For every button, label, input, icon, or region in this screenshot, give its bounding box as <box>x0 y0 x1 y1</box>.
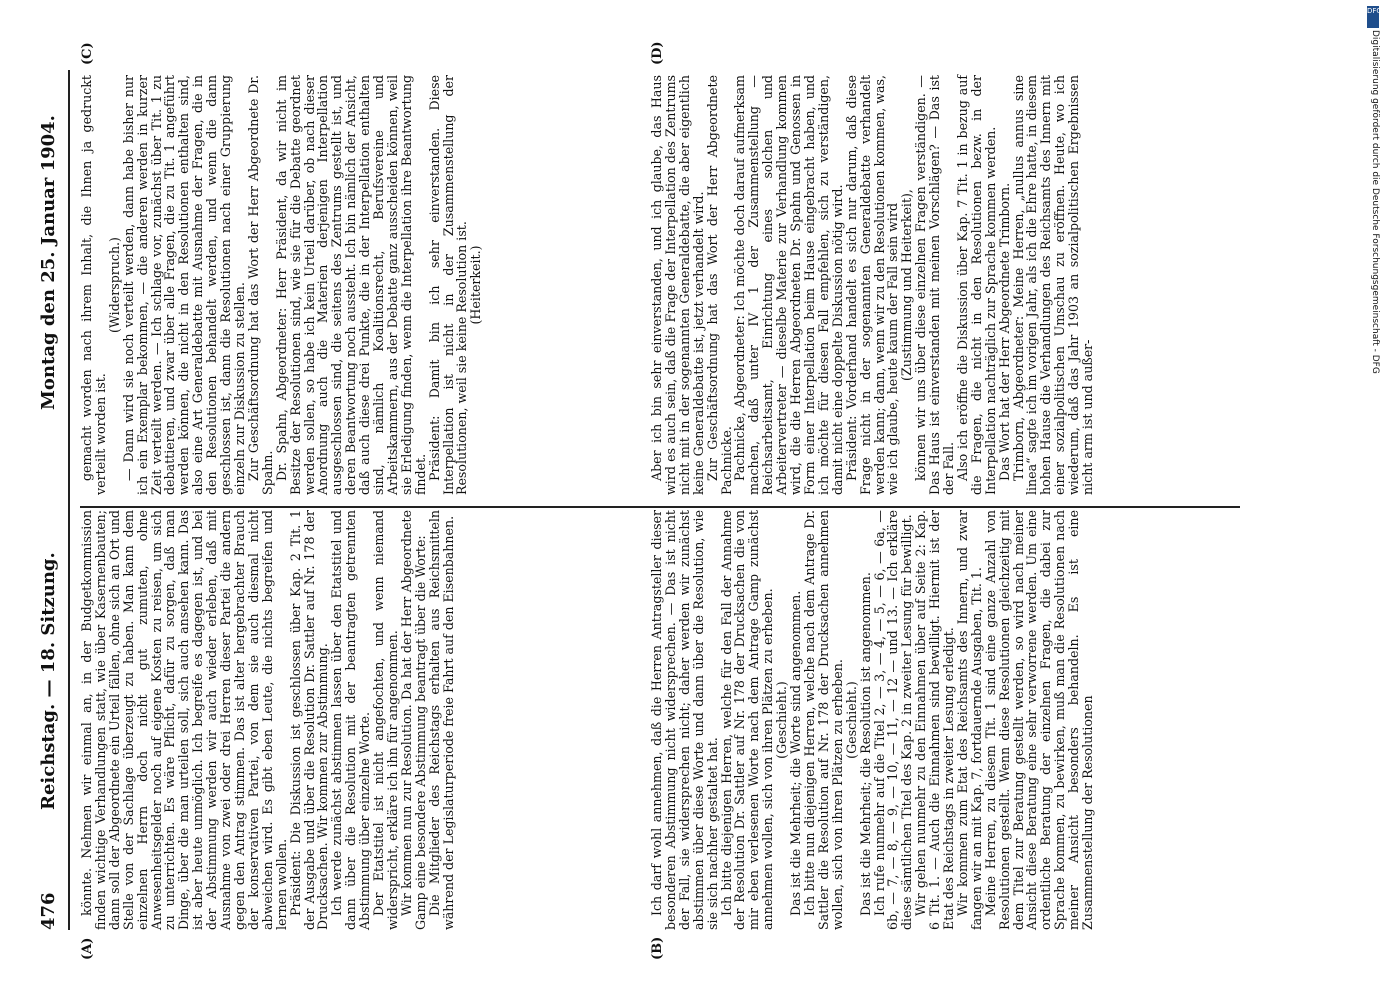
paragraph: Ich darf wohl annehmen, daß die Herren Antragsteller dieser besonderen Abstimmung nicht widersprechen. — Das ist nicht der Fall, sie widersprechen nicht; daher werden wir zunächst abstimmen über diese Worte und dann über die Resolution, wie sie sich nachher gestaltet hat. <box>649 510 720 930</box>
paragraph: Präsident: Damit bin ich sehr einverstanden. Diese Interpellation ist nicht in der Zusammenstellung der Resolutionen, weil sie keine Resolution ist. <box>426 75 470 495</box>
credit-text: Digitalisierung gefördert durch die Deutsche Forschungsgemeinschaft - DFG <box>1370 30 1380 374</box>
paragraph: Pachnicke, Abgeordneter: Ich möchte doch darauf aufmerksam machen, daß unter IV 1 der Zusammenstellung — Reichsarbeitsamt, Einrichtung eines solchen und Arbeitervertreter — dieselbe Materie zur Verhandlung kommen wird, die die Herren Abgeordneten Dr. Spahn und Genossen in Form einer Interpellation beim Hause eingebracht haben, und ich möchte für diesen Fall empfehlen, sich zu verständigen, damit nicht eine doppelte Diskussion nötig wird. <box>732 75 845 495</box>
margin-marker-d: (D) <box>650 41 665 65</box>
paragraph: Das ist die Mehrheit; die Worte sind angenommen. <box>788 590 804 916</box>
column-right-bottom <box>650 75 1200 495</box>
paragraph: Aber ich bin sehr einverstanden, und ich glaube, das Haus wird es auch sein, daß die Frage der Interpellation des Zentrums nicht mit in der sogenannten Generaldebatte, die aber eigentlich keine Generaldebatte ist, jetzt verhandelt wird. <box>649 75 706 495</box>
paragraph: können wir uns über diese einzelnen Fragen verständigen. — Das Haus ist einverstanden mit meinen Vorschlägen? — Das ist der Fall. <box>913 75 957 495</box>
paragraph: könnte. Nehmen wir einmal an, in der Budgetkommission finden wichtige Verhandlungen statt, wie über Kasernenbauten; dann soll der Abgeordnete ein Urteil fällen, ohne sich an Ort und Stelle von der Sachlage überzeugt zu haben. Man kann dem einzelnen Herrn doch nicht gut zumuten, ohne Anwesenheitsgelder noch auf eigene Kosten zu reisen, um sich zu unterrichten. Es wäre Pflicht, dafür zu sorgen, daß man Dinge, über die man urteilen soll, sich auch ansehen kann. Das ist aber heute unmöglich. Ich begreife es dagegen ist, und bei der Abstimmung werden wir auch wieder erleben, daß mit Ausnahme von zwei oder drei Herren dieser Partei die andern gegen den Antrag stimmen. Das ist alter hergebrachter Brauch der konservativen Partei, von dem sie auch diesmal nicht abweichen wird. Es gibt eben Leute, die nichts begreifen und lernen wollen. <box>79 510 289 930</box>
paragraph: (Heiterkeit.) <box>468 245 484 325</box>
paragraph: (Geschieht.) <box>843 681 859 759</box>
page-number: 476 <box>38 892 59 930</box>
paragraph: Wir gehen nunmehr zu den Einnahmen über auf Seite 2: Kap. 6 Tit. 1. — Auch die Einnahmen sind bewilligt. Hiermit ist der Etat des Reichstags in zweiter Lesung erledigt. <box>913 510 957 930</box>
paragraph: Trimborn, Abgeordneter: Meine Herren, „nullus annus sine linea“ sagte ich im vorigen Jahr, als ich die Ehre hatte, in diesem hohen Hause die Verhandlungen des Reichsamts des Innern mit einer sozialpolitischen Umschau zu eröffnen. Heute, wo ich wiederum, daß das Jahr 1903 an sozialpolitischen Ergebnissen nicht arm ist und außer- <box>1010 75 1096 495</box>
column-right-top <box>80 75 640 495</box>
paragraph: Zur Geschäftsordnung hat das Wort der Herr Abgeordnete Dr. Spahn. <box>245 75 275 495</box>
paragraph: Ich rufe nunmehr auf die Titel 2, — 3, — 4, — 5, — 6, — 6a, — 6b, — 7, — 8, — 9, — 10, — 11, — 12 — und 13. — Ich erkläre diese sämtlichen Titel des Kap. 2 in zweiter Lesung für bewilligt. <box>871 510 915 930</box>
paragraph: Präsident: Die Diskussion ist geschlossen über Kap. 2 Tit. 1 der Ausgabe und über die Resolution Dr. Sattler auf Nr. 178 der Drucksachen. Wir kommen zur Abstimmung. <box>287 510 331 930</box>
paragraph: Der Etatstitel ist nicht angefochten, und wenn niemand widerspricht, erkläre ich ihn für angenommen. <box>371 510 400 930</box>
column-divider <box>80 506 1240 508</box>
paragraph: Dr. Spahn, Abgeordneter: Herr Präsident, da wir nicht im Besitze der Resolutionen sind, wie sie für die Debatte geordnet werden sollen, so habe ich kein Urteil darüber, ob nach dieser Anordnung auch die Materien derjenigen Interpellation ausgeschlossen sind, die seitens des Zentrums gestellt ist, und deren Beantwortung noch aussteht. Ich bin nämlich der Ansicht, daß auch diese drei Punkte, die in der Interpellation enthalten sind, nämlich Koalitionsrecht, Berufsvereine und Arbeitskammern, aus der Debatte ganz ausscheiden können, weil sie Erledigung finden, wenn die Interpellation ihre Beantwortung findet. <box>273 75 428 495</box>
paragraph: Wir kommen zum Etat des Reichsamts des Innern, und zwar fangen wir an mit Kap. 7, fortdauernde Ausgaben, Tit. 1. <box>954 510 984 930</box>
paragraph: Zur Geschäftsordnung hat das Wort der Herr Abgeordnete Pachnicke. <box>704 75 734 495</box>
digitization-credit <box>1368 30 1380 630</box>
paragraph: Meine Herren, zu diesem Tit. 1 sind eine ganze Anzahl von Resolutionen gestellt. Wenn diese Resolutionen gleichzeitig mit dem Titel zur Beratung gestellt werden, so wird nach meiner Ansicht diese Beratung eine sehr verworrene werden. Um eine ordentliche Beratung der einzelnen Fragen, die dabei zur Sprache kommen, zu bewirken, muß man die Resolutionen nach meiner Ansicht besonders behandeln. Es ist eine Zusammenstellung der Resolutionen <box>982 510 1096 930</box>
header-rule <box>68 70 70 930</box>
column-left-top <box>80 510 640 930</box>
paragraph: (Widerspruch.) <box>106 237 122 333</box>
margin-marker-c: (C) <box>80 42 95 65</box>
paragraph: Also ich eröffne die Diskussion über Kap. 7 Tit. 1 in bezug auf die Fragen, die nicht in den Resolutionen bezw. in der Interpellation nachträglich zur Sprache kommen werden. <box>954 75 998 495</box>
page-header <box>38 70 68 930</box>
paragraph: Das ist die Mehrheit; die Resolution ist angenommen. <box>857 572 873 916</box>
running-title: Reichstag. — 18. Sitzung. <box>38 552 59 810</box>
paragraph: Die Mitglieder des Reichstags erhalten aus Reichsmitteln während der Legislaturperiode freie Fahrt auf den Eisenbahnen. <box>426 510 456 930</box>
paragraph: (Zustimmung und Heiterkeit), <box>899 189 915 381</box>
issue-date: Montag den 25. Januar 1904. <box>38 115 59 410</box>
paragraph: — Dann wird sie noch verteilt werden, dann habe bisher nur ich ein Exemplar bekommen, — die anderen werden in kurzer Zeit verteilt werden. — Ich schlage vor, zunächst über Tit. 1 zu debattieren, und zwar über alle Fragen, die zu Tit. 1 angeführt werden können, die nicht in den Resolutionen enthalten sind, also eine Art Generaldebatte mit Ausnahme der Fragen, die in den Resolutionen behandelt werden, und wenn die dann geschlossen ist, dann die Resolutionen nach einer Gruppierung einzeln zur Diskussion zu stellen. <box>120 75 247 495</box>
dfg-logo: DFG <box>1367 6 1379 28</box>
paragraph: Präsident: Vorderhand handelt es sich nur darum, daß diese Frage nicht in der sogenannten Generaldebatte verhandelt werden kann; dann, wenn wir zu den Resolutionen kommen, was, wie ich glaube, heute kaum der Fall sein wird <box>843 75 901 495</box>
paragraph: Das Wort hat der Herr Abgeordnete Trimborn. <box>996 182 1012 481</box>
paragraph: gemacht worden nach ihrem Inhalt, die Ihnen ja gedruckt verteilt worden ist. <box>79 75 108 495</box>
margin-marker-a: (A) <box>80 937 95 960</box>
paragraph: Wir kommen nun zur Resolution. Da hat der Herr Abgeordnete Gamp eine besondere Abstimmung beantragt über die Worte: <box>398 510 428 930</box>
paragraph: Ich bitte nun diejenigen Herren, welche nach dem Antrage Dr. Sattler die Resolution auf Nr. 178 der Drucksachen annehmen wollen, sich von ihren Plätzen zu erheben. <box>801 510 845 930</box>
paragraph: (Geschieht.) <box>774 681 790 759</box>
paragraph: Ich bitte diejenigen Herren, welche für den Fall der Annahme der Resolution Dr. Sattler auf Nr. 178 der Drucksachen die von mir eben verlesenen Worte nach dem Antrage Gamp zunächst annehmen wollen, sich von ihren Plätzen zu erheben. <box>718 510 776 930</box>
margin-marker-b: (B) <box>650 936 665 960</box>
column-left-bottom <box>650 510 1200 930</box>
paragraph: Ich werde zunächst abstimmen lassen über den Etatstitel und dann über die Resolution mit der beantragten getrennten Abstimmung über einzelne Worte. <box>329 510 373 930</box>
